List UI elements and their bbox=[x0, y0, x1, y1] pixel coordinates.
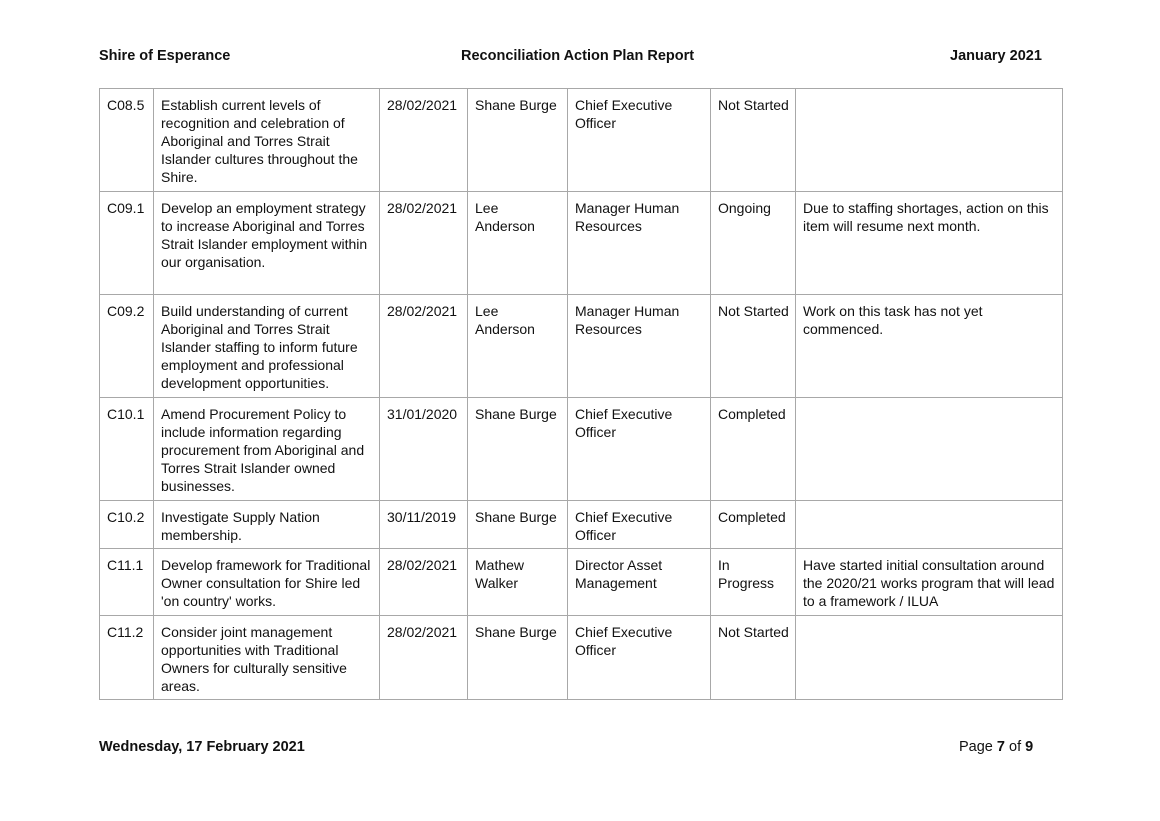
status-text: In Progress bbox=[711, 549, 796, 616]
action-code: C09.1 bbox=[100, 192, 154, 295]
responsible-person: Shane Burge bbox=[468, 89, 568, 192]
table-row bbox=[100, 549, 1063, 616]
header-report-title: Reconciliation Action Plan Report bbox=[461, 48, 695, 64]
action-plan-table bbox=[99, 88, 1063, 700]
action-code: C11.2 bbox=[100, 616, 154, 700]
responsible-position: Chief Executive Officer bbox=[568, 398, 711, 501]
responsible-position: Manager Human Resources bbox=[568, 192, 711, 295]
page-total: 9 bbox=[1025, 739, 1034, 755]
responsible-position: Chief Executive Officer bbox=[568, 89, 711, 192]
status-text: Completed bbox=[711, 501, 796, 549]
table-row bbox=[100, 398, 1063, 501]
responsible-person: Shane Burge bbox=[468, 398, 568, 501]
comment-text: Work on this task has not yet commenced. bbox=[796, 295, 1063, 398]
header-report-period: January 2021 bbox=[950, 48, 1042, 64]
due-date: 28/02/2021 bbox=[380, 295, 468, 398]
comment-text bbox=[796, 501, 1063, 549]
footer-page-number bbox=[959, 739, 1033, 755]
table-row bbox=[100, 89, 1063, 192]
action-code: C10.2 bbox=[100, 501, 154, 549]
responsible-position: Director Asset Management bbox=[568, 549, 711, 616]
responsible-person: Shane Burge bbox=[468, 501, 568, 549]
responsible-position: Manager Human Resources bbox=[568, 295, 711, 398]
table-row bbox=[100, 192, 1063, 295]
header-organisation: Shire of Esperance bbox=[99, 48, 231, 64]
responsible-person: Shane Burge bbox=[468, 616, 568, 700]
due-date: 31/01/2020 bbox=[380, 398, 468, 501]
table-row bbox=[100, 616, 1063, 700]
page-current: 7 bbox=[996, 739, 1005, 755]
status-text: Not Started bbox=[711, 89, 796, 192]
status-text: Not Started bbox=[711, 616, 796, 700]
comment-text bbox=[796, 616, 1063, 700]
action-code: C09.2 bbox=[100, 295, 154, 398]
responsible-position: Chief Executive Officer bbox=[568, 501, 711, 549]
table-row bbox=[100, 295, 1063, 398]
responsible-person: Mathew Walker bbox=[468, 549, 568, 616]
comment-text bbox=[796, 398, 1063, 501]
comment-text: Have started initial consultation around the 2020/21 works program that will lead to a framework / ILUA bbox=[796, 549, 1063, 616]
due-date: 28/02/2021 bbox=[380, 616, 468, 700]
action-description: Build understanding of current Aboriginal and Torres Strait Islander staffing to inform future employment and professional development opportunities. bbox=[154, 295, 380, 398]
action-description: Amend Procurement Policy to include information regarding procurement from Aboriginal and Torres Strait Islander owned businesses. bbox=[154, 398, 380, 501]
page-of: of bbox=[1009, 739, 1022, 755]
responsible-position: Chief Executive Officer bbox=[568, 616, 711, 700]
due-date: 28/02/2021 bbox=[380, 89, 468, 192]
status-text: Not Started bbox=[711, 295, 796, 398]
status-text: Completed bbox=[711, 398, 796, 501]
action-description: Investigate Supply Nation membership. bbox=[154, 501, 380, 549]
comment-text bbox=[796, 89, 1063, 192]
action-code: C11.1 bbox=[100, 549, 154, 616]
due-date: 28/02/2021 bbox=[380, 192, 468, 295]
page-prefix: Page bbox=[959, 739, 993, 755]
status-text: Ongoing bbox=[711, 192, 796, 295]
table-row bbox=[100, 501, 1063, 549]
due-date: 30/11/2019 bbox=[380, 501, 468, 549]
responsible-person: Lee Anderson bbox=[468, 295, 568, 398]
footer-print-date: Wednesday, 17 February 2021 bbox=[99, 739, 305, 755]
due-date: 28/02/2021 bbox=[380, 549, 468, 616]
comment-text: Due to staffing shortages, action on this item will resume next month. bbox=[796, 192, 1063, 295]
action-description: Consider joint management opportunities with Traditional Owners for culturally sensitive areas. bbox=[154, 616, 380, 700]
action-description: Develop an employment strategy to increase Aboriginal and Torres Strait Islander employment within our organisation. bbox=[154, 192, 380, 295]
responsible-person: Lee Anderson bbox=[468, 192, 568, 295]
action-code: C08.5 bbox=[100, 89, 154, 192]
action-description: Develop framework for Traditional Owner consultation for Shire led 'on country' works. bbox=[154, 549, 380, 616]
action-code: C10.1 bbox=[100, 398, 154, 501]
action-description: Establish current levels of recognition and celebration of Aboriginal and Torres Strait Islander cultures throughout the Shire. bbox=[154, 89, 380, 192]
